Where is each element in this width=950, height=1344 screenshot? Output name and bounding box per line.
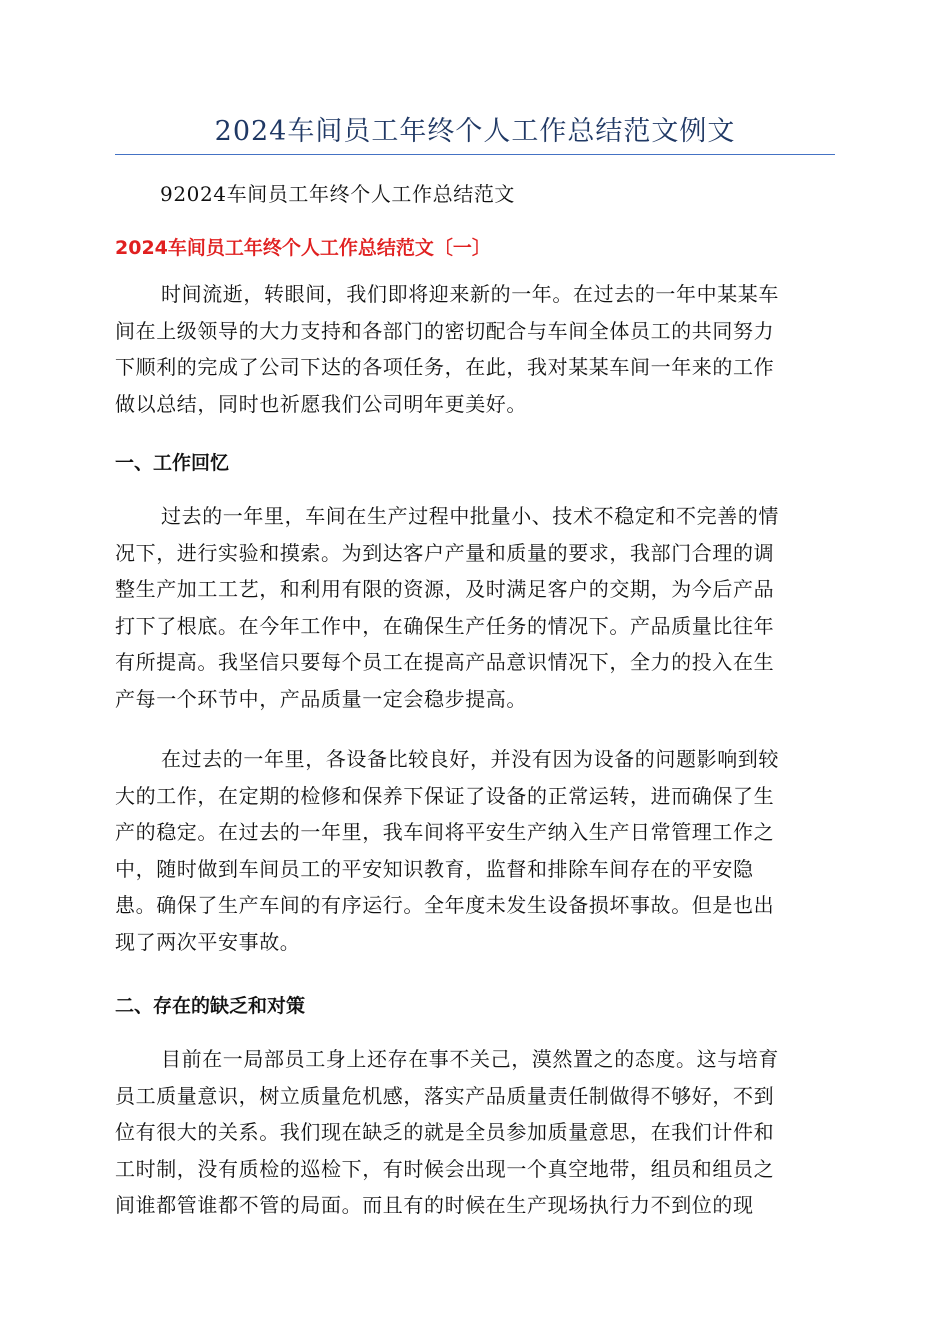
document-title: 2024车间员工年终个人工作总结范文例文 [214,116,736,147]
paragraph-line: 员工质量意识，树立质量危机感，落实产品质量责任制做得不够好，不到 [115,1083,775,1108]
paragraph-line: 现了两次平安事故。 [115,929,301,954]
paragraph-line: 况下，进行实验和摸索。为到达客户产量和质量的要求，我部门合理的调 [115,540,775,565]
paragraph-line: 产每一个环节中，产品质量一定会稳步提高。 [115,686,527,711]
work-review-paragraph-1 [115,498,835,717]
work-review-paragraph-2 [115,741,835,960]
paragraph-line: 时间流逝，转眼间，我们即将迎来新的一年。在过去的一年中某某车 [161,282,779,306]
intro-paragraph [115,276,835,422]
paragraph-line: 下顺利的完成了公司下达的各项任务，在此，我对某某车间一年来的工作 [115,355,775,379]
paragraph-line: 在过去的一年里，各设备比较良好，并没有因为设备的问题影响到较 [161,747,779,771]
paragraph-line: 工时制，没有质检的巡检下，有时候会出现一个真空地带，组员和组员之 [115,1156,775,1181]
paragraph-line: 过去的一年里，车间在生产过程中批量小、技术不稳定和不完善的情 [161,504,779,528]
paragraph-line: 整生产加工工艺，和利用有限的资源，及时满足客户的交期，为今后产品 [115,577,775,601]
paragraph-line: 中，随时做到车间员工的平安知识教育，监督和排除车间存在的平安隐 [115,856,754,881]
heading-work-review: 一、工作回忆 [115,452,230,474]
paragraph-line: 患。确保了生产车间的有序运行。全年度未发生设备损坏事故。但是也出 [115,893,775,917]
document-subtitle: 92024车间员工年终个人工作总结范文 [160,182,516,206]
section-heading-part-one: 2024车间员工年终个人工作总结范文〔一〕 [115,237,491,259]
paragraph-line: 目前在一局部员工身上还存在事不关己，漠然置之的态度。这与培育 [161,1047,779,1071]
paragraph-line: 大的工作，在定期的检修和保养下保证了设备的正常运转，进而确保了生 [115,783,775,808]
paragraph-line: 有所提高。我坚信只要每个员工在提高产品意识情况下，全力的投入在生 [115,650,775,674]
paragraph-line: 位有很大的关系。我们现在缺乏的就是全员参加质量意思，在我们计件和 [115,1120,775,1144]
title-underline [115,154,835,155]
paragraph-line: 打下了根底。在今年工作中，在确保生产任务的情况下。产品质量比往年 [115,613,775,638]
paragraph-line: 间谁都管谁都不管的局面。而且有的时候在生产现场执行力不到位的现 [115,1193,754,1217]
paragraph-line: 间在上级领导的大力支持和各部门的密切配合与车间全体员工的共同努力 [115,318,775,343]
shortcomings-paragraph [115,1041,835,1224]
heading-shortcomings: 二、存在的缺乏和对策 [115,995,306,1017]
paragraph-line: 产的稳定。在过去的一年里，我车间将平安生产纳入生产日常管理工作之 [115,820,775,844]
paragraph-line: 做以总结，同时也祈愿我们公司明年更美好。 [115,391,527,416]
